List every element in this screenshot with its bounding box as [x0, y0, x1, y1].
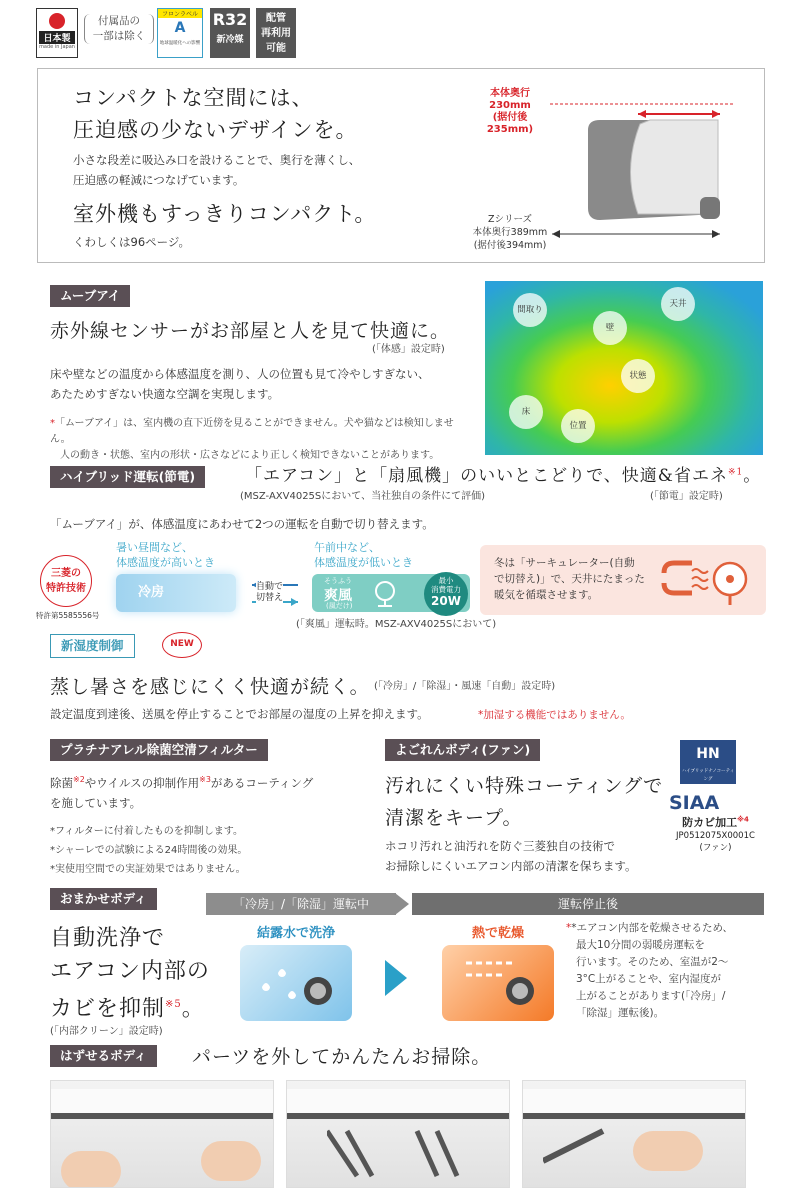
patent-line: 特許技術	[46, 583, 86, 594]
switch-label-line: 切替え	[256, 593, 284, 603]
move-eye-body	[50, 364, 430, 404]
mild-caption	[314, 540, 413, 570]
filter-note: *フィルターに付着したものを抑制します。	[50, 826, 243, 837]
filter-tab: プラチナアレル除菌空清フィルター	[50, 739, 268, 761]
cooling-mode-pill	[116, 574, 236, 612]
move-eye-setting: (「体感」設定時)	[372, 344, 445, 355]
filter-body-part: があるコーティング	[210, 775, 314, 790]
compact-body	[73, 150, 360, 190]
omakase-note-line: *エアコン内部を乾燥させるため、	[571, 922, 734, 934]
piping-line: 再利用	[261, 28, 291, 39]
move-eye-headline: 赤外線センサーがお部屋と人を見て快適に。	[50, 320, 451, 342]
patent-line: 三菱の	[51, 568, 81, 579]
siaa-logo-text: SIAA	[669, 792, 720, 814]
hand-image	[201, 1141, 261, 1181]
min-power-badge	[424, 572, 468, 616]
thermal-label-floorplan: 間取り	[513, 293, 547, 327]
water-drops-icon	[248, 953, 348, 1013]
omakase-note-line: 上がることがあります(「冷房」/	[576, 990, 726, 1002]
omakase-note-line: 行います。そのため、室温が2〜	[576, 956, 729, 968]
hand-image	[61, 1151, 121, 1188]
fan-sub: (風だけ)	[326, 602, 353, 610]
hot-caption-line: 暑い昼間など、	[116, 541, 193, 554]
compact-headline-line: コンパクトな空間には、	[73, 86, 314, 110]
mold-ref: ※4	[737, 815, 749, 824]
thermal-label-wall: 壁	[593, 311, 627, 345]
made-in-japan-sub: made in Japan	[39, 44, 75, 50]
omakase-headline	[50, 922, 210, 1025]
compact-body-line: 小さな段差に吸込み口を設けることで、奥行を薄くし、	[73, 153, 361, 167]
move-eye-tab: ムーブアイ	[50, 285, 130, 307]
omakase-note-line: 「除湿」運転後)。	[576, 1007, 665, 1019]
filter-note: *シャーレでの試験による24時間後の効果。	[50, 845, 248, 856]
siaa-mark	[663, 792, 768, 872]
fron-label-title: フロンラベル	[158, 9, 202, 18]
omakase-tab: おまかせボディ	[50, 888, 157, 910]
accessory-note-line: 付属品の	[98, 15, 140, 27]
compact-headline-line: 圧迫感の少ないデザインを。	[73, 118, 358, 142]
move-eye-note-line: 人の動き・状態、室内の形状・広さなどにより正しく検知できないことがあります。	[60, 450, 440, 461]
thermal-image	[485, 281, 763, 455]
hybrid-tab: ハイブリッド運転(節電)	[50, 466, 205, 488]
outdoor-headline: 室外機もすっきりコンパクト。	[73, 202, 377, 226]
power-line: 最小	[438, 576, 454, 585]
filter-body-part: を施しています。	[50, 795, 142, 810]
hybrid-headline-ref: ※1	[727, 467, 744, 478]
filter-note: *実使用空間での実証効果ではありません。	[50, 864, 246, 875]
dirt-body-headline-line: 汚れにくい特殊コーティングで	[385, 775, 664, 797]
new-badge: NEW	[162, 632, 202, 658]
piping-line: 配管	[266, 13, 286, 24]
move-eye-note-line: 「ムーブアイ」は、室内機の直下近傍を見ることができません。犬や猫などは検知しません。	[50, 418, 454, 445]
filter-ref: ※3	[199, 775, 211, 784]
filter-body-part: 除菌	[50, 775, 73, 790]
omakase-headline-line: 自動洗浄で	[50, 926, 166, 951]
compact-body-line: 圧迫感の軽減につなげています。	[73, 173, 245, 187]
step-dry-label: 熱で乾燥	[471, 926, 524, 941]
condensation-wash-illustration	[240, 945, 352, 1021]
filter-ref: ※2	[73, 775, 85, 784]
move-eye-body-line: あたためすぎない快適な空調を実現します。	[50, 387, 280, 401]
removal-photo-2	[286, 1080, 510, 1188]
siaa-target: (ファン)	[699, 843, 732, 853]
r32-badge	[210, 8, 250, 58]
depth-red-line: (据付後235mm)	[486, 112, 534, 135]
dirt-body-line: ホコリ汚れと油汚れを防ぐ三菱独自の技術で	[385, 839, 615, 853]
accessory-note	[84, 14, 154, 44]
step-wash-label: 結露水で洗浄	[256, 926, 335, 941]
fan-label: 爽風	[324, 588, 352, 604]
louver-parts-image	[327, 1121, 467, 1181]
stage-after-stop: 運転停止後	[412, 893, 764, 915]
thermal-label-state: 状態	[621, 359, 655, 393]
humidity-note: *加湿する機能ではありません。	[478, 709, 631, 721]
thermal-label-floor: 床	[509, 395, 543, 429]
humidity-body: 設定温度到達後、送風を停止することでお部屋の湿度の上昇を抑えます。	[50, 707, 429, 721]
omakase-headline-line: カビを抑制	[50, 996, 166, 1022]
hot-caption	[116, 540, 215, 570]
accessory-note-line: 一部は除く	[92, 30, 146, 42]
hybrid-headline-end: 。	[743, 466, 762, 486]
depth-dimension-zseries	[470, 213, 550, 252]
omakase-note-line: 3°C上がることや、室内湿度が	[576, 973, 722, 985]
fron-label-sub: 地球温暖化への影響	[159, 41, 201, 46]
hybrid-headline-main: 「エアコン」と「扇風機」のいいとこどりで、快適&省エネ	[245, 466, 728, 486]
fron-label-grade: A	[174, 20, 186, 36]
omakase-setting: (「内部クリーン」設定時)	[50, 1026, 163, 1037]
humidity-headline: 蒸し暑さを感じにくく快適が続く。	[50, 676, 370, 698]
outdoor-ref: くわしくは96ページ。	[73, 235, 190, 249]
made-in-japan-label: 日本製	[39, 31, 75, 44]
patent-number: 特許第5585556号	[36, 611, 100, 620]
fan-note: (「爽風」運転時。MSZ-AXV4025Sにおいて)	[296, 619, 497, 630]
omakase-note-line: 最大10分間の弱暖房運転を	[576, 939, 705, 951]
filter-body	[50, 770, 350, 813]
patent-badge	[40, 555, 92, 607]
power-line: 消費電力	[431, 585, 461, 594]
depth-red-line: 本体奥行	[490, 88, 530, 99]
hn-logo-text: HN	[696, 746, 720, 762]
aircon-side-illustration	[540, 92, 740, 252]
compact-headline	[73, 82, 358, 146]
omakase-ref: ※5	[165, 999, 182, 1010]
process-arrow-icon	[385, 960, 407, 996]
filter-body-part: やウイルスの抑制作用	[84, 775, 200, 790]
heat-dry-illustration	[442, 945, 554, 1021]
hand-cleaning-image	[633, 1131, 703, 1171]
move-eye-note	[50, 416, 470, 464]
note-mark: *	[50, 418, 55, 429]
winter-line: で切替え)」で、天井にたまった	[494, 573, 645, 585]
fan-ruby: そうふう	[324, 577, 352, 585]
switch-label-line: 自動で	[256, 582, 284, 592]
r32-title: R32	[212, 10, 248, 29]
switch-label	[256, 582, 283, 604]
removal-photo-3	[522, 1080, 746, 1188]
thermal-label-position: 位置	[561, 409, 595, 443]
hot-caption-line: 体感温度が高いとき	[116, 556, 215, 569]
hybrid-headline	[245, 461, 761, 486]
winter-text	[494, 555, 645, 603]
omakase-note: **エアコン内部を乾燥させるため、 最大10分間の弱暖房運転を 行います。そのため、室温が2〜 3°C上がることや、室内湿度が 上がることがあります(「冷房」/ 「除湿」運転後)。	[566, 920, 733, 1022]
thermal-label-ceiling: 天井	[661, 287, 695, 321]
removal-photo-1	[50, 1080, 274, 1188]
piping-badge	[256, 8, 296, 58]
hybrid-nano-coating-logo	[680, 740, 736, 784]
hybrid-intro: 「ムーブアイ」が、体感温度にあわせて2つの運転を自動で切り替えます。	[50, 517, 434, 531]
cooling-label: 冷房	[138, 585, 165, 600]
depth-z-line: Zシリーズ	[487, 214, 533, 225]
mild-caption-line: 午前中など、	[314, 541, 380, 554]
removable-headline: パーツを外してかんたんお掃除。	[192, 1046, 492, 1068]
dirt-body-line: お掃除しにくいエアコン内部の清潔を保ちます。	[385, 859, 637, 873]
r32-sub: 新冷媒	[216, 35, 244, 45]
dirt-body-headline-line: 清潔をキープ。	[385, 807, 523, 829]
winter-line: 冬は「サーキュレーター(自動	[494, 557, 635, 569]
omakase-headline-line: エアコン内部の	[50, 959, 210, 984]
mild-caption-line: 体感温度が低いとき	[314, 556, 413, 569]
filter-notes	[50, 822, 247, 879]
winter-circulator-box	[480, 545, 766, 615]
dirt-body-headline	[385, 770, 663, 834]
circulator-icon	[656, 553, 756, 609]
omakase-headline-end: 。	[181, 996, 205, 1022]
hybrid-note-condition: (MSZ-AXV4025Sにおいて、当社独自の条件にて評価)	[240, 491, 485, 502]
electric-fan-icon	[372, 580, 398, 608]
depth-z-line: (据付後394mm)	[473, 240, 547, 251]
humidity-setting: (「冷房」/「除湿」・風速「自動」設定時)	[374, 681, 556, 692]
depth-red-line: 230mm	[489, 100, 531, 111]
power-value: 20W	[431, 594, 461, 608]
siaa-registration: JP0512075X0001C	[676, 831, 755, 841]
stage-chevron-icon	[395, 893, 409, 915]
hn-logo-sub: ハイブリッドナノコーティング	[681, 769, 735, 782]
dirt-body-tab: よごれんボディ(ファン)	[385, 739, 540, 761]
mold-proof-label: 防カビ加工	[682, 816, 738, 829]
louver-part-image	[543, 1121, 623, 1171]
heat-dry-icon	[450, 953, 550, 1013]
humidity-tab: 新湿度制御	[50, 634, 135, 658]
depth-z-line: 本体奥行389mm	[472, 227, 548, 238]
stage-during-operation: 「冷房」/「除湿」運転中	[206, 893, 396, 915]
move-eye-body-line: 床や壁などの温度から体感温度を測り、人の位置も見て冷やしすぎない、	[50, 367, 430, 381]
japan-flag-icon	[49, 13, 65, 29]
hybrid-note-setting: (「節電」設定時)	[650, 491, 723, 502]
fron-label-badge	[157, 8, 203, 58]
depth-dimension-red	[470, 88, 550, 136]
made-in-japan-badge	[36, 8, 78, 58]
piping-line: 可能	[266, 43, 286, 54]
winter-line: 暖気を循環させます。	[494, 589, 599, 601]
removable-tab: はずせるボディ	[50, 1045, 157, 1067]
dirt-body-text	[385, 836, 637, 876]
